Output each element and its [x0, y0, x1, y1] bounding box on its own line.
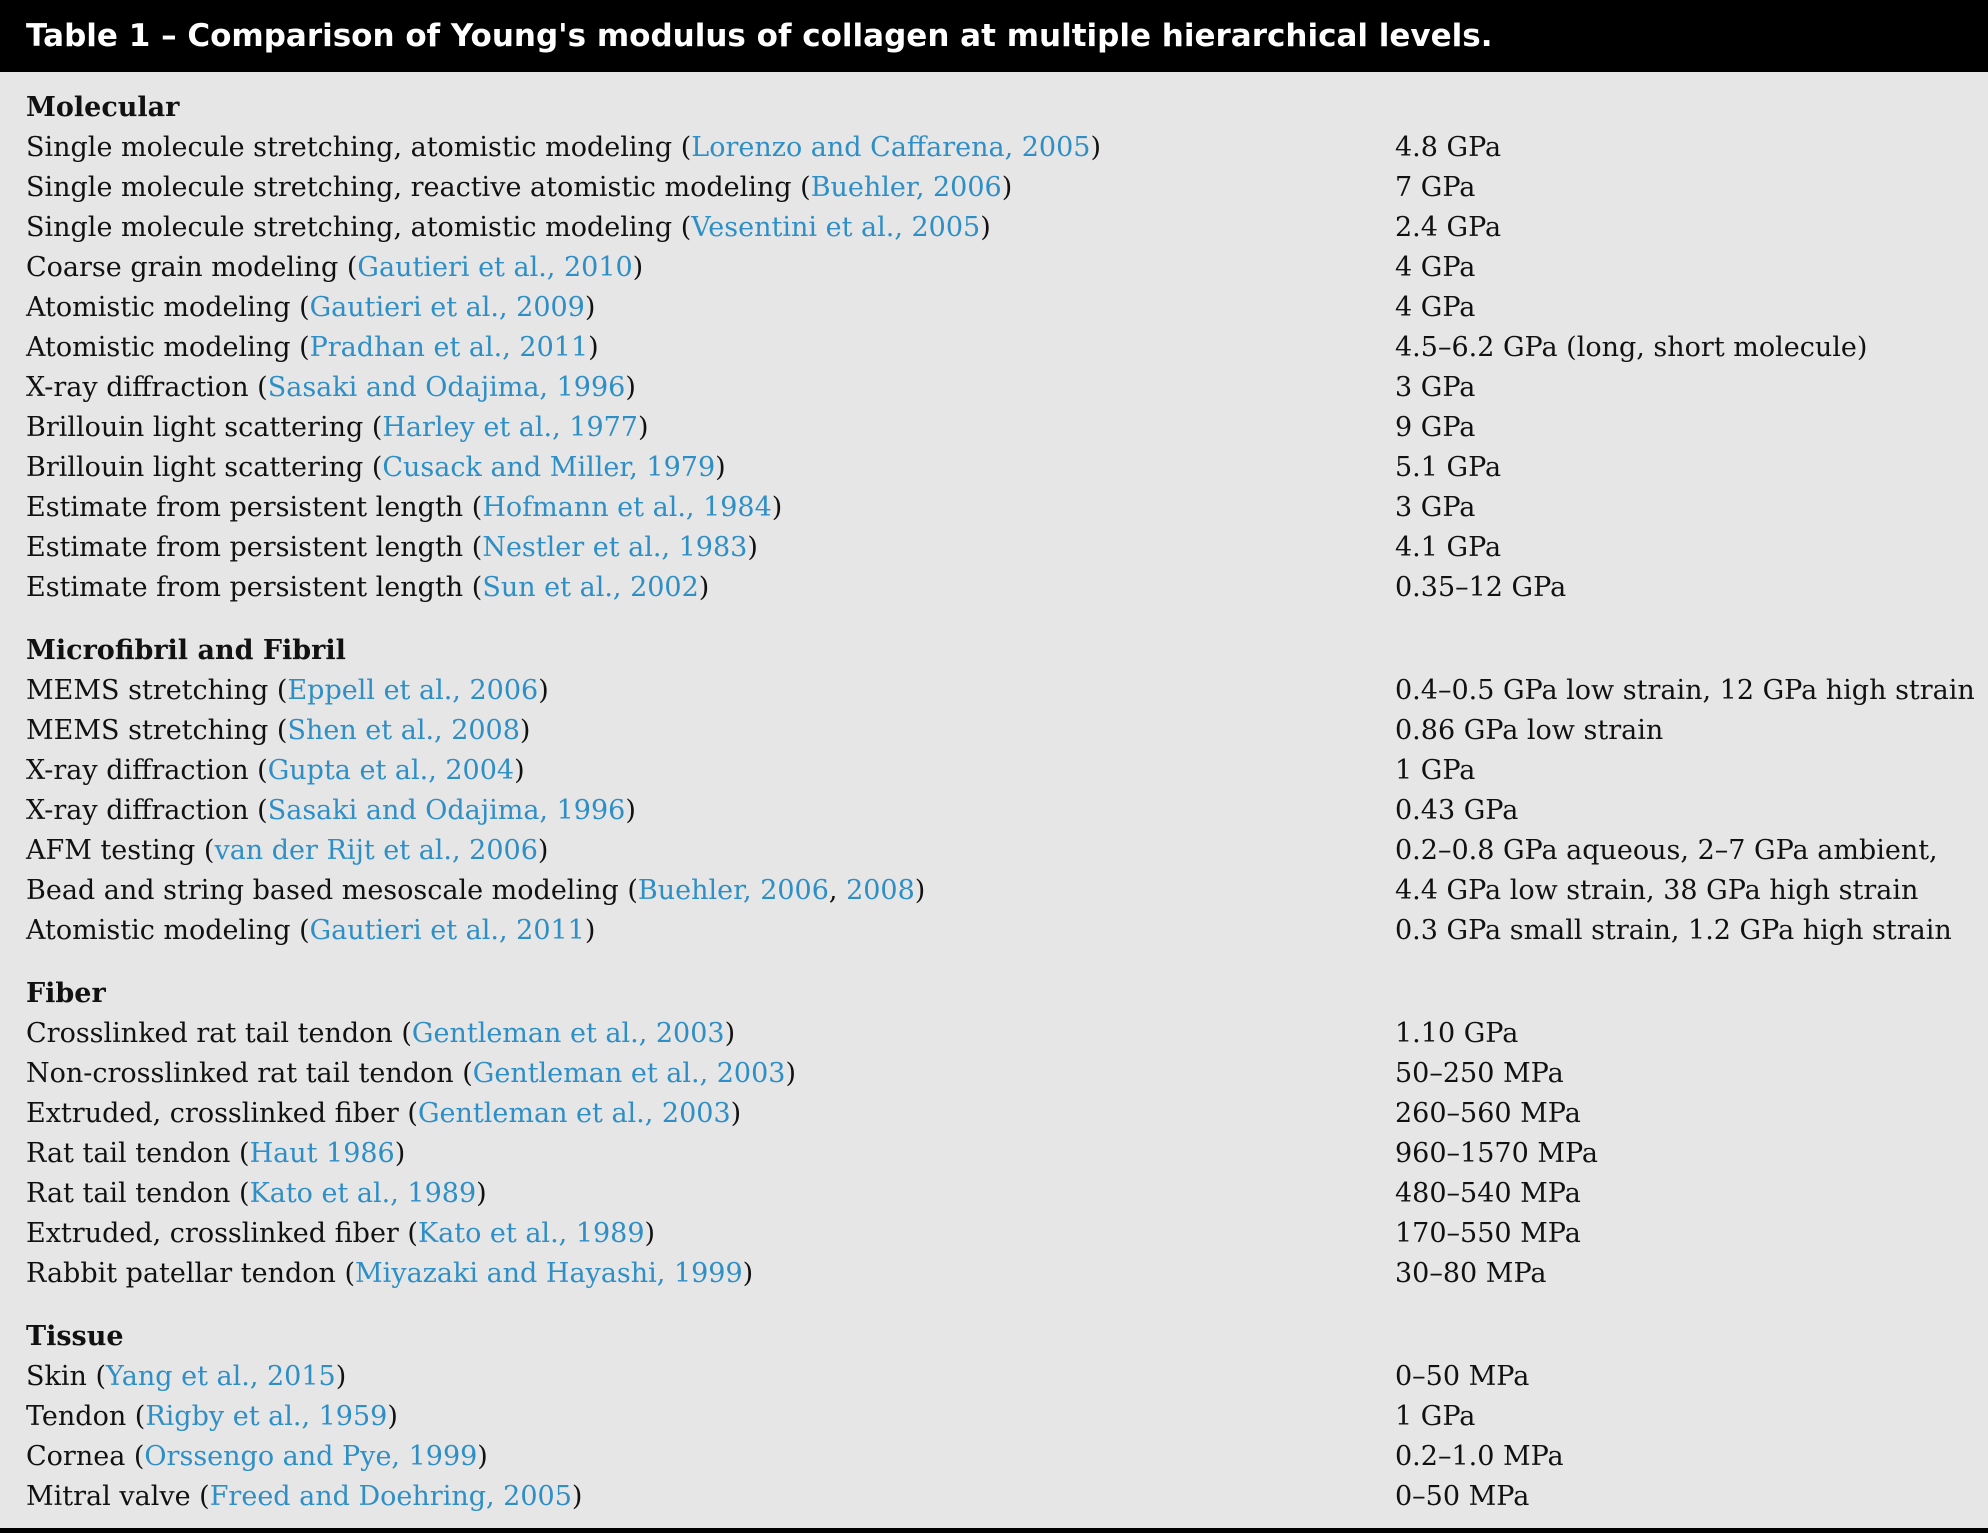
reference-link[interactable]: Harley et al., 1977: [382, 412, 638, 443]
modulus-value: 2.4 GPa: [1395, 212, 1502, 243]
method-text: Brillouin light scattering: [26, 452, 364, 483]
method-cell: MEMS stretching (Eppell et al., 2006): [26, 675, 549, 706]
reference-link[interactable]: Haut 1986: [249, 1138, 395, 1169]
method-text: Estimate from persistent length: [26, 492, 464, 523]
section-header: [0, 1317, 1988, 1357]
method-text: Rat tail tendon: [26, 1138, 231, 1169]
method-cell: Single molecule stretching, atomistic modeling (Vesentini et al., 2005): [26, 212, 991, 243]
section-header: [0, 631, 1988, 671]
method-cell: Extruded, crosslinked fiber (Kato et al., 1989): [26, 1218, 656, 1249]
method-text: Mitral valve: [26, 1481, 191, 1512]
table-row: [0, 791, 1988, 831]
modulus-value: 1 GPa: [1395, 1401, 1476, 1432]
table-row: [0, 1014, 1988, 1054]
section-header: [0, 88, 1988, 128]
modulus-value: 7 GPa: [1395, 172, 1476, 203]
method-text: X-ray diffraction: [26, 795, 249, 826]
reference-link[interactable]: Freed and Doehring, 2005: [209, 1481, 572, 1512]
modulus-value: 1 GPa: [1395, 755, 1476, 786]
modulus-value: 4.4 GPa low strain, 38 GPa high strain: [1395, 875, 1919, 906]
table-body: [0, 72, 1988, 1533]
table-row: [0, 168, 1988, 208]
table-caption: Table 1 – Comparison of Young's modulus of collagen at multiple hierarchical levels.: [0, 0, 1988, 72]
method-text: MEMS stretching: [26, 715, 269, 746]
reference-link[interactable]: Nestler et al., 1983: [482, 532, 748, 563]
method-cell: Single molecule stretching, atomistic modeling (Lorenzo and Caffarena, 2005): [26, 132, 1101, 163]
table-row: [0, 448, 1988, 488]
method-cell: Atomistic modeling (Pradhan et al., 2011): [26, 332, 599, 363]
reference-link[interactable]: Rigby et al., 1959: [145, 1401, 388, 1432]
reference-link[interactable]: Kato et al., 1989: [417, 1218, 645, 1249]
method-text: Atomistic modeling: [26, 292, 291, 323]
table-row: [0, 751, 1988, 791]
modulus-value: 0.2–1.0 MPa: [1395, 1441, 1564, 1472]
method-text: Rabbit patellar tendon: [26, 1258, 336, 1289]
table-row: [0, 568, 1988, 608]
section-title: Tissue: [26, 1321, 124, 1352]
modulus-value: 0.3 GPa small strain, 1.2 GPa high strain: [1395, 915, 1952, 946]
modulus-value: 3 GPa: [1395, 372, 1476, 403]
method-text: Bead and string based mesoscale modeling: [26, 875, 619, 906]
table-row: [0, 1094, 1988, 1134]
method-text: Extruded, crosslinked fiber: [26, 1098, 399, 1129]
method-text: Single molecule stretching, reactive atomistic modeling: [26, 172, 792, 203]
modulus-value: 9 GPa: [1395, 412, 1476, 443]
section-header: [0, 974, 1988, 1014]
method-text: Crosslinked rat tail tendon: [26, 1018, 393, 1049]
reference-link[interactable]: Sasaki and Odajima, 1996: [267, 795, 626, 826]
method-cell: Brillouin light scattering (Cusack and Miller, 1979): [26, 452, 726, 483]
modulus-value: 170–550 MPa: [1395, 1218, 1581, 1249]
method-cell: Bead and string based mesoscale modeling (Buehler, 2006, 2008): [26, 875, 926, 906]
method-cell: Atomistic modeling (Gautieri et al., 2011): [26, 915, 596, 946]
method-cell: Estimate from persistent length (Nestler et al., 1983): [26, 532, 758, 563]
method-cell: Extruded, crosslinked fiber (Gentleman et al., 2003): [26, 1098, 742, 1129]
modulus-value: 5.1 GPa: [1395, 452, 1502, 483]
table-row: [0, 328, 1988, 368]
section-title: Microfibril and Fibril: [26, 635, 346, 666]
table-row: [0, 711, 1988, 751]
table-row: [0, 488, 1988, 528]
reference-link[interactable]: Eppell et al., 2006: [287, 675, 539, 706]
method-text: Brillouin light scattering: [26, 412, 364, 443]
modulus-value: 0.4–0.5 GPa low strain, 12 GPa high strain: [1395, 675, 1975, 706]
method-cell: Crosslinked rat tail tendon (Gentleman et al., 2003): [26, 1018, 736, 1049]
reference-link[interactable]: Gautieri et al., 2009: [309, 292, 585, 323]
modulus-value: 0.86 GPa low strain: [1395, 715, 1664, 746]
method-text: Cornea: [26, 1441, 126, 1472]
method-text: Estimate from persistent length: [26, 532, 464, 563]
modulus-value: 4.5–6.2 GPa (long, short molecule): [1395, 332, 1868, 363]
table-row: [0, 1054, 1988, 1094]
table-row: [0, 1214, 1988, 1254]
method-cell: Brillouin light scattering (Harley et al., 1977): [26, 412, 649, 443]
method-text: Single molecule stretching, atomistic modeling: [26, 212, 673, 243]
reference-link[interactable]: Gautieri et al., 2011: [309, 915, 585, 946]
method-cell: AFM testing (van der Rijt et al., 2006): [26, 835, 549, 866]
modulus-value: 4 GPa: [1395, 292, 1476, 323]
table-row: [0, 871, 1988, 911]
method-text: Rat tail tendon: [26, 1178, 231, 1209]
modulus-value: 30–80 MPa: [1395, 1258, 1547, 1289]
reference-link[interactable]: Kato et al., 1989: [249, 1178, 477, 1209]
table-bottom-rule: [0, 1528, 1988, 1533]
reference-link[interactable]: Sasaki and Odajima, 1996: [267, 372, 626, 403]
section-title: Fiber: [26, 978, 106, 1009]
modulus-value: 3 GPa: [1395, 492, 1476, 523]
table-row: [0, 1357, 1988, 1397]
table-row: [0, 1134, 1988, 1174]
reference-link[interactable]: Lorenzo and Caffarena, 2005: [691, 132, 1091, 163]
table-row: [0, 1174, 1988, 1214]
method-text: X-ray diffraction: [26, 755, 249, 786]
method-cell: MEMS stretching (Shen et al., 2008): [26, 715, 531, 746]
method-cell: X-ray diffraction (Sasaki and Odajima, 1996): [26, 795, 636, 826]
reference-link[interactable]: Miyazaki and Hayashi, 1999: [355, 1258, 743, 1289]
method-cell: Skin (Yang et al., 2015): [26, 1361, 347, 1392]
table-row: [0, 1477, 1988, 1517]
reference-link[interactable]: Hofmann et al., 1984: [482, 492, 772, 523]
modulus-value: 0–50 MPa: [1395, 1361, 1530, 1392]
reference-link[interactable]: Shen et al., 2008: [287, 715, 520, 746]
reference-link[interactable]: Pradhan et al., 2011: [309, 332, 589, 363]
table-row: [0, 128, 1988, 168]
reference-link[interactable]: Gautieri et al., 2010: [357, 252, 633, 283]
method-cell: Estimate from persistent length (Sun et al., 2002): [26, 572, 710, 603]
reference-link[interactable]: 2008: [846, 875, 915, 906]
method-cell: Rabbit patellar tendon (Miyazaki and Hayashi, 1999): [26, 1258, 754, 1289]
table-row: [0, 911, 1988, 951]
reference-link[interactable]: Gentleman et al., 2003: [417, 1098, 731, 1129]
modulus-value: 480–540 MPa: [1395, 1178, 1581, 1209]
method-cell: X-ray diffraction (Sasaki and Odajima, 1996): [26, 372, 636, 403]
method-cell: Coarse grain modeling (Gautieri et al., 2010): [26, 252, 644, 283]
method-text: Coarse grain modeling: [26, 252, 339, 283]
modulus-value: 50–250 MPa: [1395, 1058, 1564, 1089]
method-text: MEMS stretching: [26, 675, 269, 706]
method-text: Skin: [26, 1361, 87, 1392]
table-row: [0, 831, 1988, 871]
method-cell: Rat tail tendon (Kato et al., 1989): [26, 1178, 487, 1209]
method-cell: Single molecule stretching, reactive atomistic modeling (Buehler, 2006): [26, 172, 1013, 203]
method-cell: Mitral valve (Freed and Doehring, 2005): [26, 1481, 583, 1512]
table-row: [0, 1397, 1988, 1437]
modulus-value: 0.35–12 GPa: [1395, 572, 1567, 603]
table-row: [0, 1254, 1988, 1294]
reference-link[interactable]: Sun et al., 2002: [482, 572, 699, 603]
table-row: [0, 671, 1988, 711]
table-row: [0, 208, 1988, 248]
modulus-value: 4.8 GPa: [1395, 132, 1502, 163]
method-text: Single molecule stretching, atomistic modeling: [26, 132, 673, 163]
reference-link[interactable]: Gentleman et al., 2003: [411, 1018, 725, 1049]
method-text: Extruded, crosslinked fiber: [26, 1218, 399, 1249]
modulus-value: 260–560 MPa: [1395, 1098, 1581, 1129]
method-text: Non-crosslinked rat tail tendon: [26, 1058, 454, 1089]
reference-link[interactable]: Buehler, 2006: [637, 875, 829, 906]
modulus-value: 960–1570 MPa: [1395, 1138, 1599, 1169]
method-cell: X-ray diffraction (Gupta et al., 2004): [26, 755, 525, 786]
reference-link[interactable]: Orssengo and Pye, 1999: [144, 1441, 478, 1472]
method-cell: Estimate from persistent length (Hofmann et al., 1984): [26, 492, 783, 523]
method-cell: Tendon (Rigby et al., 1959): [26, 1401, 398, 1432]
method-text: AFM testing: [26, 835, 196, 866]
table-row: [0, 248, 1988, 288]
reference-link[interactable]: Buehler, 2006: [810, 172, 1002, 203]
modulus-value: 4 GPa: [1395, 252, 1476, 283]
method-cell: Non-crosslinked rat tail tendon (Gentleman et al., 2003): [26, 1058, 796, 1089]
modulus-value: 0.43 GPa: [1395, 795, 1519, 826]
method-text: Tendon: [26, 1401, 127, 1432]
reference-link[interactable]: Gentleman et al., 2003: [472, 1058, 786, 1089]
table-row: [0, 1437, 1988, 1477]
reference-link[interactable]: Vesentini et al., 2005: [691, 212, 981, 243]
table-row: [0, 528, 1988, 568]
method-cell: Atomistic modeling (Gautieri et al., 2009): [26, 292, 596, 323]
reference-link[interactable]: Gupta et al., 2004: [267, 755, 515, 786]
reference-link[interactable]: van der Rijt et al., 2006: [214, 835, 538, 866]
reference-link[interactable]: Cusack and Miller, 1979: [382, 452, 716, 483]
method-cell: Rat tail tendon (Haut 1986): [26, 1138, 406, 1169]
method-text: Estimate from persistent length: [26, 572, 464, 603]
modulus-value: 4.1 GPa: [1395, 532, 1502, 563]
method-text: Atomistic modeling: [26, 915, 291, 946]
table-row: [0, 408, 1988, 448]
modulus-value: 0–50 MPa: [1395, 1481, 1530, 1512]
method-cell: Cornea (Orssengo and Pye, 1999): [26, 1441, 488, 1472]
modulus-value: 1.10 GPa: [1395, 1018, 1519, 1049]
table-row: [0, 288, 1988, 328]
table-row: [0, 368, 1988, 408]
reference-link[interactable]: Yang et al., 2015: [106, 1361, 336, 1392]
section-title: Molecular: [26, 92, 180, 123]
method-text: Atomistic modeling: [26, 332, 291, 363]
method-text: X-ray diffraction: [26, 372, 249, 403]
modulus-value: 0.2–0.8 GPa aqueous, 2–7 GPa ambient,: [1395, 835, 1938, 866]
